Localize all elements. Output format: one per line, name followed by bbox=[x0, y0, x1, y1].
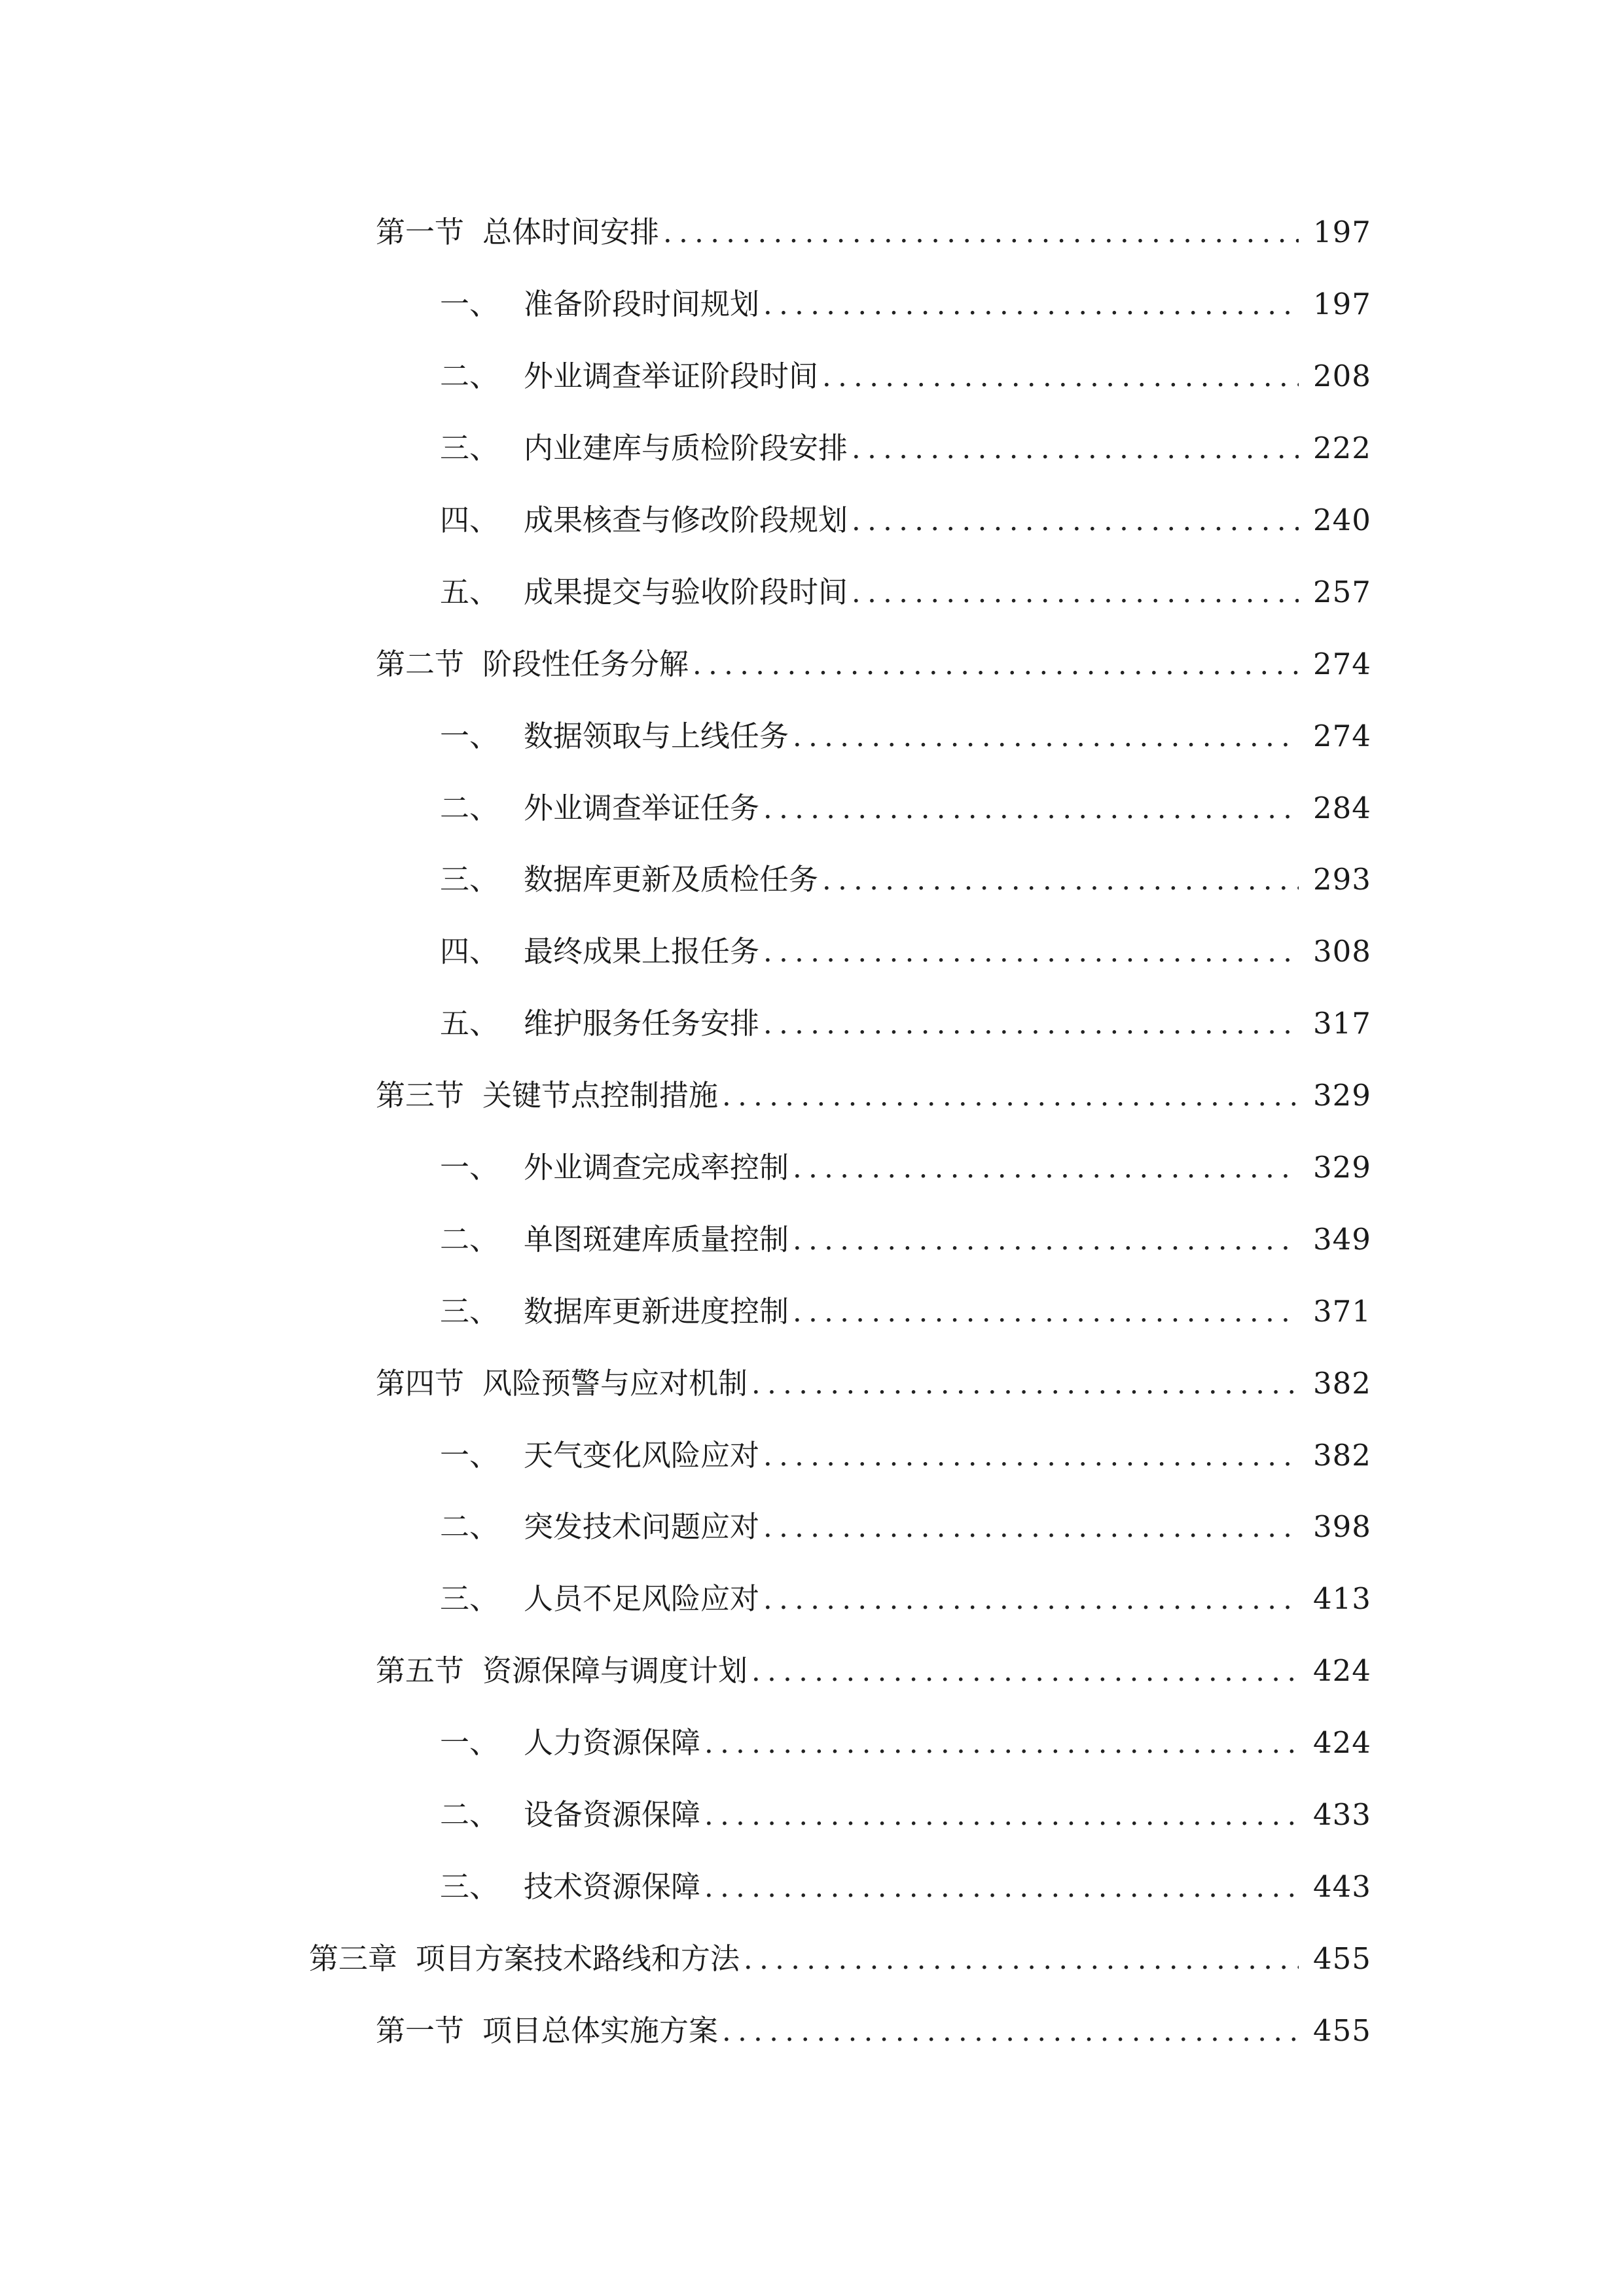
toc-entry-title: 外业调查完成率控制 bbox=[524, 1150, 789, 1185]
toc-entry-page: 455 bbox=[1313, 2013, 1371, 2048]
toc-entry-label: 第一节 bbox=[376, 215, 465, 250]
table-of-contents bbox=[0, 196, 1624, 2066]
toc-entry-label: 一、 bbox=[440, 1725, 499, 1761]
toc-entry-page: 413 bbox=[1313, 1581, 1371, 1617]
toc-entry-label: 五、 bbox=[440, 1006, 499, 1041]
toc-leader-dots bbox=[751, 1658, 1299, 1686]
toc-entry[interactable] bbox=[0, 1347, 1624, 1419]
toc-entry-page: 424 bbox=[1313, 1653, 1371, 1689]
toc-entry-page: 433 bbox=[1313, 1797, 1371, 1833]
toc-entry-page: 240 bbox=[1313, 503, 1371, 537]
toc-leader-dots bbox=[744, 1946, 1299, 1974]
toc-leader-dots bbox=[793, 1227, 1299, 1255]
toc-entry-label: 三、 bbox=[440, 1581, 499, 1617]
toc-leader-dots bbox=[793, 723, 1299, 751]
toc-entry[interactable] bbox=[0, 556, 1624, 628]
toc-entry-page: 208 bbox=[1313, 359, 1371, 394]
toc-entry-label: 三、 bbox=[440, 862, 499, 897]
toc-entry[interactable] bbox=[0, 988, 1624, 1060]
toc-entry-page: 443 bbox=[1313, 1869, 1371, 1904]
toc-entry-label: 二、 bbox=[440, 790, 499, 825]
toc-leader-dots bbox=[763, 1443, 1299, 1471]
toc-entry[interactable] bbox=[0, 772, 1624, 844]
toc-entry-page: 222 bbox=[1313, 431, 1371, 466]
toc-entry-title: 人员不足风险应对 bbox=[524, 1581, 760, 1617]
toc-entry-title: 单图斑建库质量控制 bbox=[524, 1221, 789, 1257]
toc-entry[interactable] bbox=[0, 484, 1624, 556]
toc-entry-page: 293 bbox=[1313, 862, 1371, 897]
toc-leader-dots bbox=[722, 1083, 1299, 1111]
toc-entry-page: 274 bbox=[1313, 718, 1371, 753]
toc-entry-label: 三、 bbox=[440, 1293, 499, 1329]
toc-entry-page: 308 bbox=[1313, 934, 1371, 969]
toc-entry[interactable] bbox=[0, 1707, 1624, 1779]
toc-entry-label: 四、 bbox=[440, 503, 499, 537]
toc-entry[interactable] bbox=[0, 844, 1624, 916]
toc-entry-title: 维护服务任务安排 bbox=[524, 1006, 760, 1041]
toc-leader-dots bbox=[852, 435, 1299, 463]
toc-entry-title: 突发技术问题应对 bbox=[524, 1509, 760, 1545]
toc-leader-dots bbox=[852, 507, 1299, 535]
toc-entry[interactable] bbox=[0, 1635, 1624, 1707]
toc-leader-dots bbox=[704, 1874, 1299, 1902]
toc-entry-label: 第一节 bbox=[376, 2013, 465, 2048]
toc-entry-page: 398 bbox=[1313, 1509, 1371, 1545]
toc-entry-title: 风险预警与应对机制 bbox=[482, 1365, 748, 1401]
toc-entry-label: 一、 bbox=[440, 1150, 499, 1185]
toc-entry-page: 197 bbox=[1313, 287, 1371, 322]
toc-entry-page: 424 bbox=[1313, 1725, 1371, 1761]
toc-entry-title: 外业调查举证任务 bbox=[524, 790, 760, 825]
toc-leader-dots bbox=[822, 867, 1299, 895]
toc-entry[interactable] bbox=[0, 412, 1624, 484]
toc-entry[interactable] bbox=[0, 1779, 1624, 1851]
toc-entry-label: 三、 bbox=[440, 431, 499, 466]
toc-leader-dots bbox=[693, 651, 1299, 679]
toc-entry-label: 二、 bbox=[440, 1509, 499, 1545]
toc-leader-dots bbox=[763, 939, 1299, 967]
toc-entry-label: 二、 bbox=[440, 1797, 499, 1833]
toc-entry-label: 第四节 bbox=[376, 1365, 465, 1401]
toc-leader-dots bbox=[663, 219, 1299, 247]
toc-entry[interactable] bbox=[0, 1419, 1624, 1491]
toc-entry[interactable] bbox=[0, 1994, 1624, 2066]
toc-entry[interactable] bbox=[0, 1491, 1624, 1563]
toc-entry-title: 阶段性任务分解 bbox=[482, 646, 689, 681]
toc-entry[interactable] bbox=[0, 1563, 1624, 1635]
toc-entry[interactable] bbox=[0, 1203, 1624, 1275]
toc-leader-dots bbox=[704, 1730, 1299, 1758]
toc-entry-title: 人力资源保障 bbox=[524, 1725, 701, 1761]
toc-entry-title: 技术资源保障 bbox=[524, 1869, 701, 1904]
toc-entry-page: 455 bbox=[1313, 1941, 1371, 1976]
toc-entry-title: 天气变化风险应对 bbox=[524, 1437, 760, 1473]
toc-leader-dots bbox=[722, 2018, 1299, 2046]
toc-entry-title: 项目方案技术路线和方法 bbox=[416, 1941, 740, 1976]
toc-entry-label: 第三节 bbox=[376, 1078, 465, 1113]
toc-entry-title: 内业建库与质检阶段安排 bbox=[524, 431, 848, 466]
toc-entry[interactable] bbox=[0, 1922, 1624, 1994]
toc-entry-label: 第五节 bbox=[376, 1653, 465, 1689]
toc-entry-label: 二、 bbox=[440, 359, 499, 394]
toc-leader-dots bbox=[793, 1155, 1299, 1183]
toc-entry[interactable] bbox=[0, 628, 1624, 700]
toc-entry-page: 329 bbox=[1313, 1150, 1371, 1185]
toc-entry-title: 数据领取与上线任务 bbox=[524, 718, 789, 753]
toc-entry-title: 成果核查与修改阶段规划 bbox=[524, 503, 848, 537]
toc-entry[interactable] bbox=[0, 1132, 1624, 1204]
toc-entry-page: 317 bbox=[1313, 1006, 1371, 1041]
toc-entry-label: 五、 bbox=[440, 574, 499, 609]
toc-entry-label: 一、 bbox=[440, 718, 499, 753]
toc-entry[interactable] bbox=[0, 196, 1624, 268]
toc-entry-title: 成果提交与验收阶段时间 bbox=[524, 574, 848, 609]
toc-leader-dots bbox=[763, 1514, 1299, 1542]
toc-entry[interactable] bbox=[0, 1850, 1624, 1922]
toc-entry-page: 329 bbox=[1313, 1078, 1371, 1113]
toc-entry-label: 第三章 bbox=[309, 1941, 398, 1976]
toc-entry-label: 四、 bbox=[440, 934, 499, 969]
toc-entry-title: 总体时间安排 bbox=[482, 215, 660, 250]
toc-entry-page: 371 bbox=[1313, 1293, 1371, 1329]
toc-entry-page: 284 bbox=[1313, 790, 1371, 825]
toc-leader-dots bbox=[822, 363, 1299, 391]
toc-entry-title: 关键节点控制措施 bbox=[482, 1078, 719, 1113]
toc-leader-dots bbox=[751, 1371, 1299, 1399]
toc-entry-label: 一、 bbox=[440, 1437, 499, 1473]
toc-entry-title: 数据库更新及质检任务 bbox=[524, 862, 819, 897]
toc-entry-page: 274 bbox=[1313, 646, 1371, 681]
toc-leader-dots bbox=[704, 1802, 1299, 1830]
toc-leader-dots bbox=[852, 579, 1299, 607]
toc-entry-label: 三、 bbox=[440, 1869, 499, 1904]
toc-entry-page: 382 bbox=[1313, 1437, 1371, 1473]
toc-entry-label: 二、 bbox=[440, 1221, 499, 1257]
toc-entry[interactable] bbox=[0, 340, 1624, 412]
toc-entry-page: 349 bbox=[1313, 1221, 1371, 1257]
toc-entry-label: 第二节 bbox=[376, 646, 465, 681]
toc-entry[interactable] bbox=[0, 700, 1624, 772]
toc-entry-title: 数据库更新进度控制 bbox=[524, 1293, 789, 1329]
toc-entry[interactable] bbox=[0, 1275, 1624, 1347]
toc-entry[interactable] bbox=[0, 916, 1624, 988]
toc-entry-title: 最终成果上报任务 bbox=[524, 934, 760, 969]
toc-entry-page: 257 bbox=[1313, 574, 1371, 609]
toc-entry-label: 一、 bbox=[440, 287, 499, 322]
toc-entry-page: 382 bbox=[1313, 1365, 1371, 1401]
toc-entry-title: 资源保障与调度计划 bbox=[482, 1653, 748, 1689]
toc-entry[interactable] bbox=[0, 1060, 1624, 1132]
toc-entry-title: 项目总体实施方案 bbox=[482, 2013, 719, 2048]
toc-entry-title: 设备资源保障 bbox=[524, 1797, 701, 1833]
toc-entry-title: 外业调查举证阶段时间 bbox=[524, 359, 819, 394]
toc-leader-dots bbox=[763, 1011, 1299, 1039]
toc-entry-page: 197 bbox=[1313, 215, 1371, 250]
toc-leader-dots bbox=[763, 291, 1299, 319]
toc-entry-title: 准备阶段时间规划 bbox=[524, 287, 760, 322]
toc-leader-dots bbox=[793, 1299, 1299, 1327]
toc-entry[interactable] bbox=[0, 268, 1624, 340]
toc-leader-dots bbox=[763, 795, 1299, 823]
toc-leader-dots bbox=[763, 1586, 1299, 1614]
